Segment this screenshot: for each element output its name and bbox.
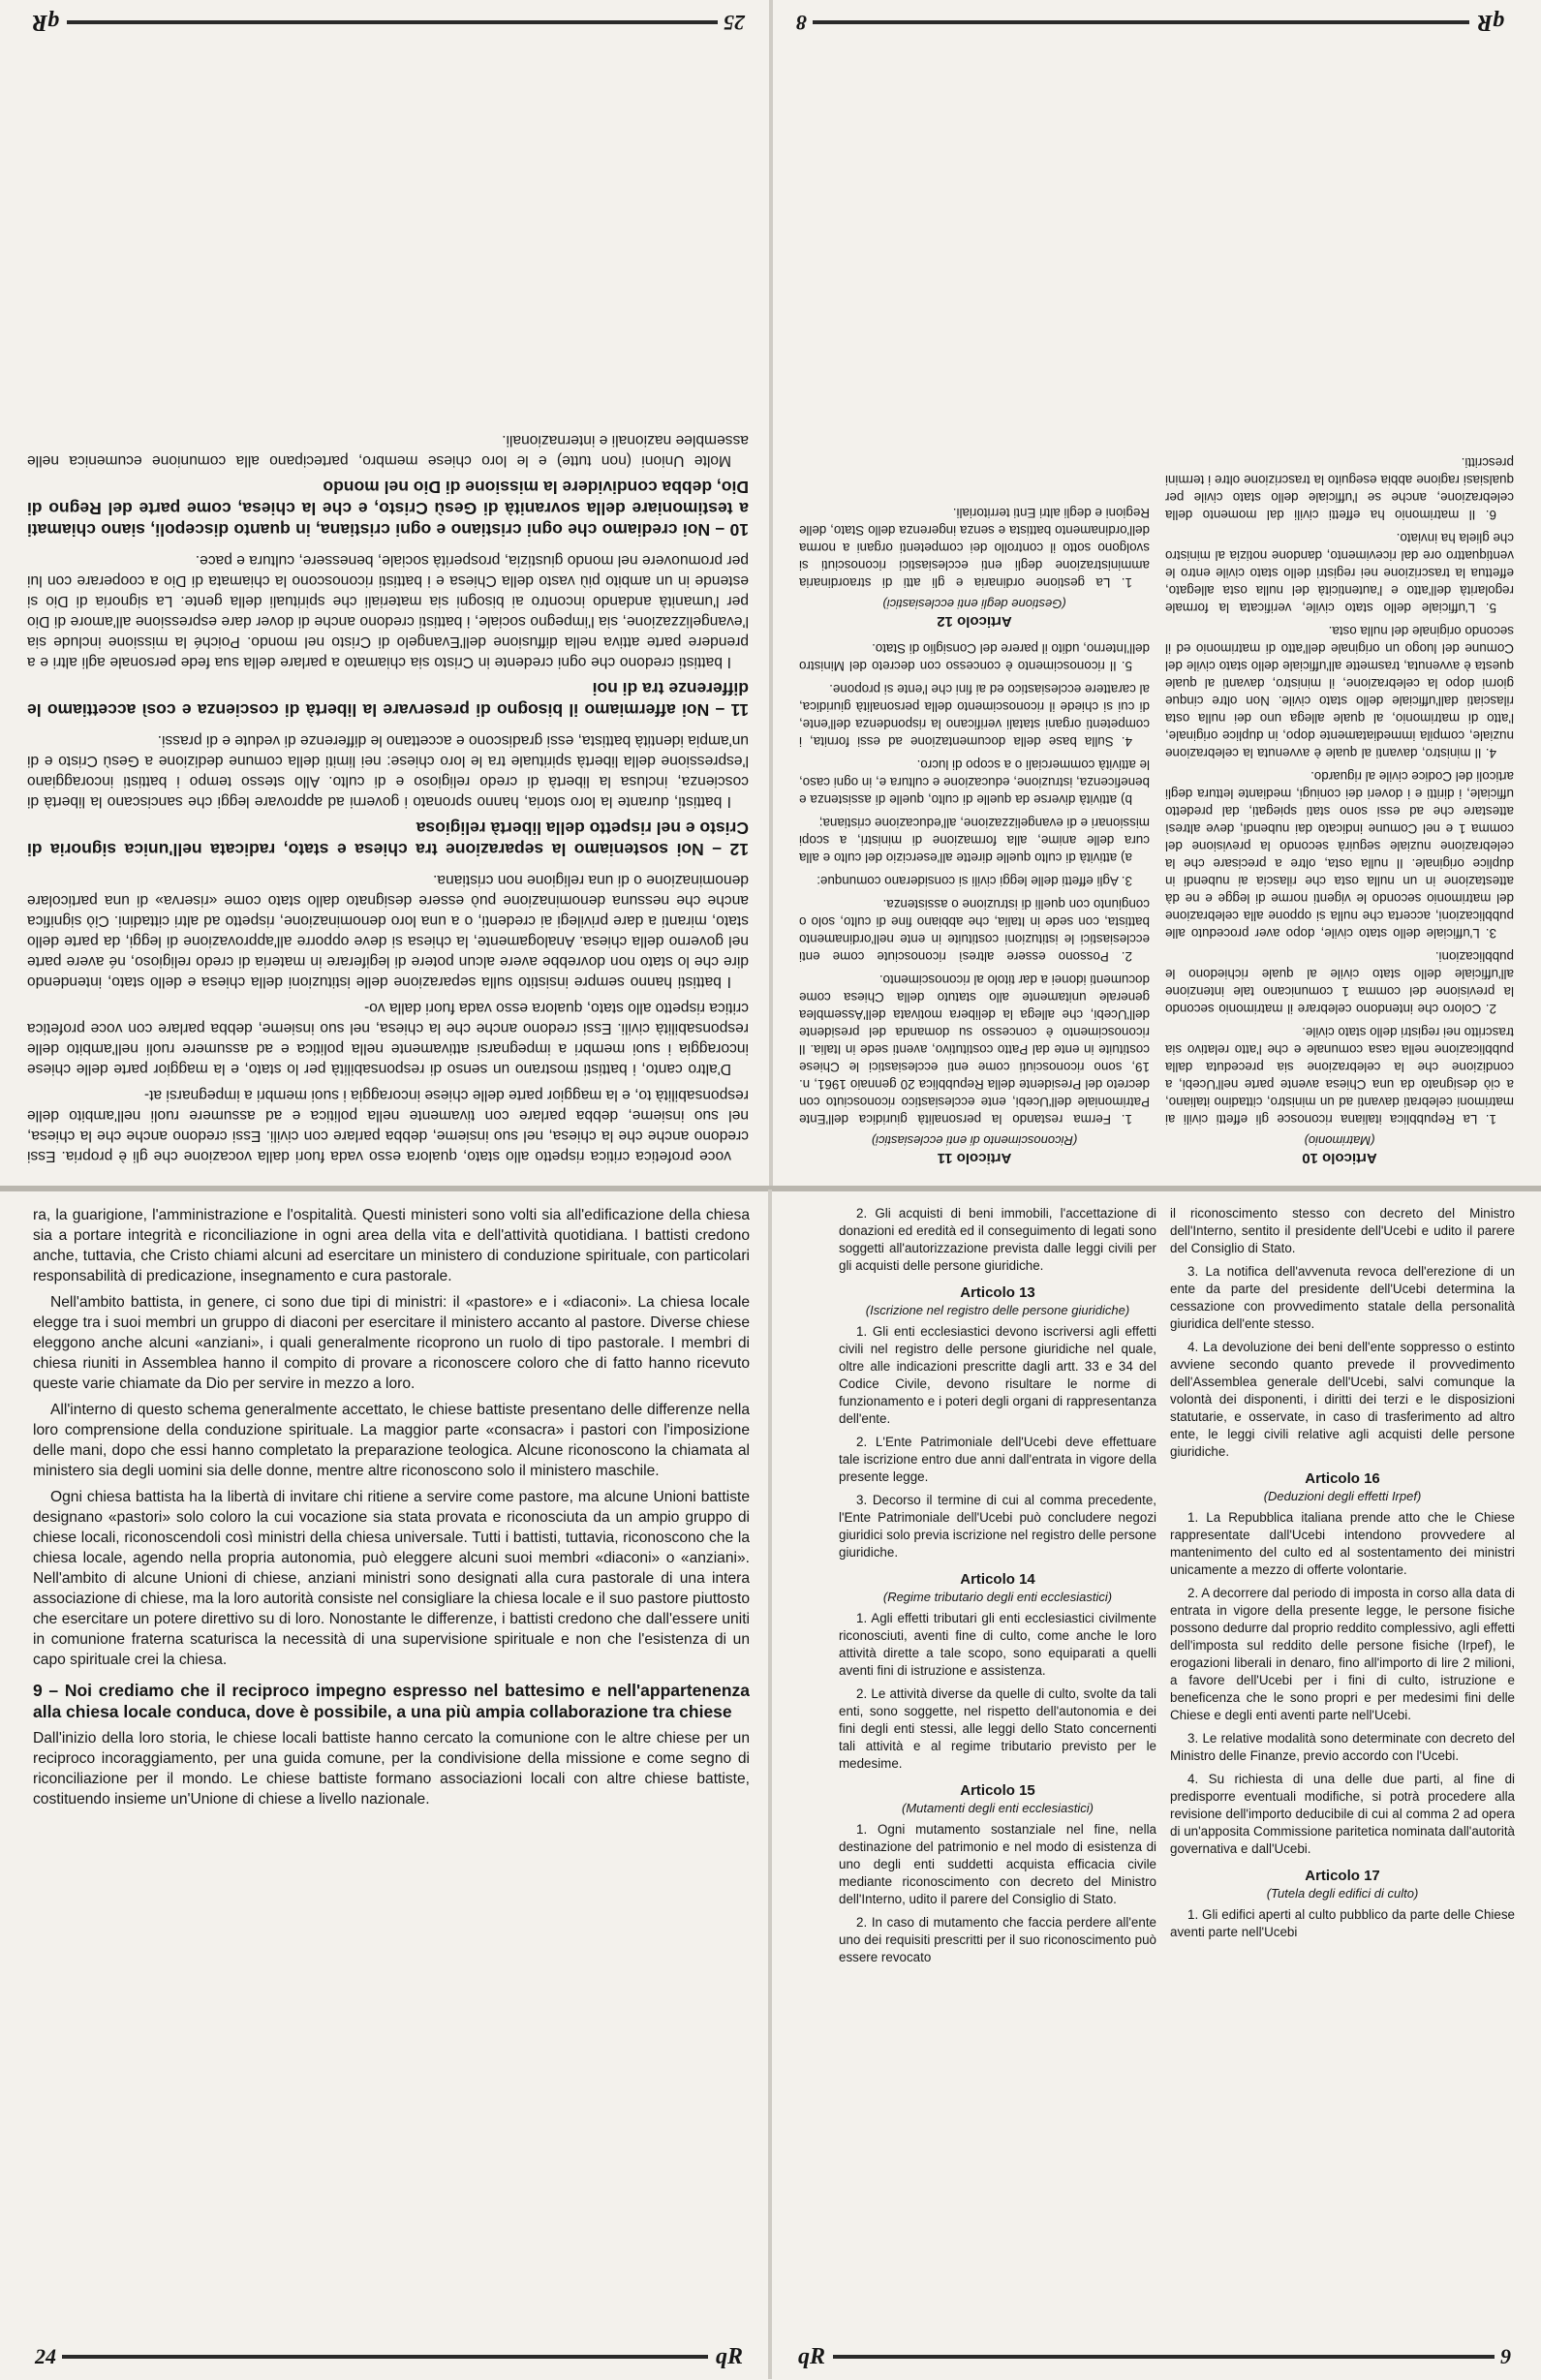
page-number: 24: [35, 2344, 56, 2368]
paragraph: I battisti, durante la loro storia, hanno spronato i governi ad approvare leggi che sanciscano la libertà di coscienza, inclusa la libertà di credo religioso e di culto. Allo stesso tempo i battisti incoraggiano l'espressione della libertà spirituale tra le loro chiese: nei limiti della comune dedizione a Gesù Cristo e di un'ampia identità battista, essi gradiscono e accettano le differenze di vedute e di prassi.: [27, 732, 749, 810]
article-subtitle: (Tutela degli edifici di culto): [1266, 1886, 1419, 1901]
paragraph: 3. Agli effetti delle leggi civili si considerano comunque:: [817, 874, 1132, 888]
paragraph: 1. La Repubblica italiana riconosce gli effetti civili ai matrimoni celebrati davanti ad un ministro, cittadino italiano, a ciò designato da una Chiesa avente parte nell'Ucebi, a condizione che la celebrazione sia preceduta dalla pubblicazione nella casa comunale e che l'atto relativo sia trascritto nei registri dello stato civile.: [1165, 1025, 1514, 1127]
article-subtitle: (Mutamenti degli enti ecclesiastici): [902, 1801, 1094, 1815]
paragraph: 4. Sulla base della documentazione ad essi fornita, i competenti organi statali verificano la rispondenza dell'ente, di cui si chiede il riconoscimento della personalità giuridica, al carattere ecclesiastico ed ai fini che l'ente si propone.: [799, 682, 1150, 749]
paragraph: 4. La devoluzione dei beni dell'ente soppresso o estinto avviene secondo quanto prevede il provvedimento dell'Assemblea generale dell'Ucebi, salvi comunque la volontà dei disponenti, i diritti dei terzi e le disposizioni statutarie, e osservate, in caso di trasferimento ad altro ente, le leggi civili relative agli acquisti delle persone giuridiche.: [1170, 1340, 1515, 1459]
paragraph: 2. In caso di mutamento che faccia perdere all'ente uno dei requisiti prescritti per il suo riconoscimento può essere revocato: [839, 1915, 1156, 1964]
paragraph: 1. Ferma restando la personalità giuridica dell'Ente Patrimoniale dell'Ucebi, ente ecclesiastico riconosciuto con decreto del Presidente della Repubblica 20 gennaio 1961, n. 19, sono riconosciuti come enti ecclesiastici le Chiese costituite in ente dal Patto costitutivo, aventi sede in Italia. Il riconoscimento è concesso su domanda del presidente dell'Ucebi, che allega la delibera motivata dell'Assemblea generale unitamente allo statuto della Chiesa come documenti idonei a dar titolo al riconoscimento.: [799, 973, 1150, 1127]
page-8-column-2: [799, 45, 1150, 1176]
article-heading: Articolo 13: [960, 1284, 1035, 1301]
footer-rule: [813, 20, 1469, 24]
paragraph: 2. Coloro che intendono celebrare il matrimonio secondo la previsione del comma 1 comunicano tale intenzione all'ufficiale dello stato civile al quale richiedono le pubblicazioni.: [1165, 949, 1514, 1016]
paragraph: 3. Decorso il termine di cui al comma precedente, l'Ente Patrimoniale dell'Ucebi può concludere negozi giuridici solo previa iscrizione nel registro delle persone giuridiche.: [839, 1493, 1156, 1560]
page-number: 8: [796, 11, 807, 35]
paragraph: voce profetica critica rispetto allo stato, qualora esso vada fuori dalla vocazione che gli è propria. Essi credono anche che la chiesa, nel suo insieme, debba parlare con civili. Essi credono anche che la chiesa, nel suo insieme, debba parlare con tivamente nella politica e ad assumere ruoli nell'ambito delle responsabilità to, e la maggior parte delle chiese incoraggia i suoi membri a impegnarsi at-: [27, 1087, 749, 1164]
page-9-column-2: [1170, 1205, 1515, 2329]
paragraph: 1. Ogni mutamento sostanziale nel fine, nella destinazione del patrimonio e nel modo di esistenza di uno degli enti suddetti acquista efficacia civile mediante riconoscimento con decreto del Ministro dell'Interno, udito il parere del Consiglio di Stato.: [839, 1822, 1156, 1906]
paragraph: 2. Gli acquisti di beni immobili, l'accettazione di donazioni ed eredità ed il conseguimento di legati sono soggetti all'autorizzazione prevista dalle leggi civili per gli acquisti delle persone giuridiche.: [839, 1206, 1156, 1273]
article-subtitle: (Deduzioni degli effetti Irpef): [1263, 1489, 1422, 1503]
paragraph: 3. Le relative modalità sono determinate con decreto del Ministro delle Finanze, previo accordo con l'Ucebi.: [1170, 1731, 1515, 1763]
qr-logo: qR: [1476, 10, 1504, 36]
footer-rule: [67, 20, 718, 24]
page-24-footer: [29, 2340, 751, 2373]
article-heading: Articolo 12: [937, 613, 1012, 630]
paragraph: I battisti hanno sempre insistito sulla separazione delle istituzioni della chiesa e dello stato, intendendo dire che lo stato non dovrebbe avere alcun potere di legiferare in materia di credo religioso, né avere parte nel governo della chiesa. Analogamente, la chiesa si deve opporre all'approvazione di leggi, da parte dello stato, miranti a dare privilegi ai credenti, o a una loro denominazione, rispetto ad altri cittadini. Ciò significa anche che nessuna denominazione può essere designato dallo stato come «riserva» di una particolare denominazione o di una religione non cristiana.: [27, 872, 749, 990]
paragraph: 1. La gestione ordinaria e gli atti di straordinaria amministrazione degli enti ecclesiastici riconosciuti si svolgono sotto il controllo dei competenti organi a norma dell'ordinamento battista e senza ingerenza dello Stato, delle Regioni e degli altri Enti territoriali.: [799, 506, 1150, 590]
paragraph: a) attività di culto quelle dirette all'esercizio del culto e alla cura delle anime, alla formazione di ministri, a scopi missionari e di evangelizzazione, all'educazione cristiana;: [799, 816, 1150, 865]
qr-logo: qR: [798, 2343, 826, 2369]
gutter: [769, 0, 773, 1190]
paragraph: 1. Gli enti ecclesiastici devono iscriversi agli effetti civili nel registro delle persone giuridiche nel quale, oltre alle indicazioni prescritte dagli artt. 33 e 34 del Codice Civile, devono risultare le norme di funzionamento e i poteri degli organi di rappresentanza dell'ente.: [839, 1324, 1156, 1426]
page-24: [0, 1190, 770, 2379]
bottom-spread: [0, 1190, 1541, 2379]
paragraph: 2. L'Ente Patrimoniale dell'Ucebi deve effettuare tale iscrizione entro due anni dall'entrata in vigore della presente legge.: [839, 1435, 1156, 1484]
paragraph: 5. Il riconoscimento è concesso con decreto del Ministro dell'Interno, udito il parere del Consiglio di Stato.: [799, 641, 1150, 673]
paragraph: Dall'inizio della loro storia, le chiese locali battiste hanno cercato la comunione con le altre chiese per un reciproco incoraggiamento, per una guida comune, per la condivisione della missione e come segno di riconciliazione per il mondo. Le chiese battiste formano associazioni locali con altre chiese battiste, costituendo insieme un'Unione di chiese a livello nazionale.: [33, 1730, 750, 1808]
article-heading: Articolo 15: [960, 1782, 1035, 1799]
article-subtitle: (Riconoscimento di enti ecclesiastici): [871, 1133, 1078, 1148]
paragraph: 3. L'ufficiale dello stato civile, dopo aver proceduto alle pubblicazioni, accerta che nulla si oppone alla celebrazione del matrimonio secondo le vigenti norme di legge e ne dà attestazione in un nulla osta che rilascia ai nubendi in duplice originale. Il nulla osta, oltre a precisare che la celebrazione nuziale seguirà secondo la previsione del comma 1 e nel Comune indicato dai nubendi, deve altresì attestare che ad essi sono stati spiegati, dal predetto ufficiale, i diritti e i doveri dei coniugi, mediante lettura degli articoli del Codice civile al riguardo.: [1165, 769, 1514, 941]
paragraph: ra, la guarigione, l'amministrazione e l'ospitalità. Questi ministeri sono volti sia all'edificazione della chiesa sia a portare integrità e riconciliazione in ogni area della vita e dell'attività quotidiana. I battisti credono anche, tuttavia, che Cristo chiami alcuni ad esercitare un ministero di conduzione spirituale, con particolari responsabilità di predicazione, insegnamento e cura pastorale.: [33, 1207, 750, 1284]
page-25-footer: [24, 6, 751, 39]
page-9: [771, 1190, 1541, 2379]
paragraph: 2. A decorrere dal periodo di imposta in corso alla data di entrata in vigore della presente legge, le persone fisiche possono dedurre dal proprio reddito complessivo, agli effetti dell'imposta sul reddito delle persone fisiche (Irpef), le erogazioni liberali in denaro, fino all'importo di lire 2 milioni, a favore dell'Ucebi per i fini di culto, istruzione e beneficenza che le sono propri e per medesimi fini delle Chiese e degli enti aventi parte nell'Ucebi.: [1170, 1586, 1515, 1722]
paragraph: Nell'ambito battista, in genere, ci sono due tipi di ministri: il «pastore» e i «diaconi». La chiesa locale elegge tra i suoi membri un gruppo di diaconi per esercitare il ministero accanto al pastore. Diverse chiese eleggono anche alcuni «anziani», i quali generalmente ricoprono un ruolo di tipo pastorale. I membri di chiesa riuniti in Assemblea hanno il compito di provare a riconoscere coloro che di fatto hanno ricevuto queste varie chiamate da Dio per servire in mezzo a loro.: [33, 1294, 750, 1392]
footer-rule: [62, 2355, 708, 2359]
paragraph: 1. La Repubblica italiana prende atto che le Chiese rappresentate dall'Ucebi intendono provvedere al mantenimento del culto ed al sostentamento dei ministri unicamente a mezzo di offerte volontarie.: [1170, 1510, 1515, 1577]
paragraph: 4. Su richiesta di una delle due parti, al fine di predisporre eventuali modifiche, si potrà procedere alla revisione dell'importo deducibile di cui al comma 2 ad opera di un'apposita Commissione paritetica nominata dall'autorità governativa e dall'Ucebi.: [1170, 1772, 1515, 1856]
section-heading: 11 – Noi affermiamo il bisogno di preservare la libertà di coscienza e così accettiamo le differenze tra di noi: [27, 679, 749, 720]
article-heading: Articolo 10: [1302, 1150, 1377, 1166]
section-heading: 12 – Noi sosteniamo la separazione tra chiesa e stato, radicata nell'unica signoria di Cristo e nel rispetto della libertà religiosa: [27, 819, 749, 859]
page-8-column-1: [1165, 45, 1514, 1176]
paragraph: 2. Le attività diverse da quelle di culto, svolte da tali enti, sono soggette, nel rispetto dell'autonomia e dei fini degli enti stessi, alle leggi dello Stato concernenti tali attività e al regime tributario previsto per le medesime.: [839, 1686, 1156, 1771]
paragraph: 1. Gli edifici aperti al culto pubblico da parte delle Chiese aventi parte nell'Ucebi: [1170, 1907, 1515, 1939]
page-9-footer: [790, 2340, 1517, 2373]
paragraph: 6. Il matrimonio ha effetti civili dal momento della celebrazione, anche se l'ufficiale dello stato civile per qualsiasi ragione abbia eseguito la trascrizione oltre i termini prescritti.: [1165, 455, 1514, 522]
paragraph: All'interno di questo schema generalmente accettato, le chiese battiste presentano delle differenze nella loro comprensione della conduzione spirituale. La maggior parte «consacra» i pastori con l'imposizione delle mani, dopo che essi hanno completato la preparazione teologica. Alcune riconoscono la chiamata al ministero sia degli uomini sia delle donne, mentre altre riconoscono solo il ministero maschile.: [33, 1402, 750, 1479]
article-heading: Articolo 14: [960, 1571, 1035, 1588]
page-25-column: [27, 52, 749, 1166]
article-heading: Articolo 11: [937, 1150, 1012, 1166]
page-24-column: [33, 1205, 750, 2324]
paragraph: 3. La notifica dell'avvenuta revoca dell'erezione di un ente da parte del presidente dell'Ucebi determina la cessazione con provvedimento statale della personalità giuridica dell'ente stesso.: [1170, 1264, 1515, 1331]
paragraph: il riconoscimento stesso con decreto del Ministro dell'Interno, sentito il presidente dell'Ucebi e udito il parere del Consiglio di Stato.: [1170, 1206, 1515, 1255]
footer-rule: [833, 2355, 1495, 2359]
page-25: [0, 0, 770, 1190]
article-subtitle: (Matrimonio): [1304, 1133, 1375, 1148]
section-heading: 9 – Noi crediamo che il reciproco impegno espresso nel battesimo e nell'appartenenza alla chiesa locale conduca, dove è possibile, a una più ampia collaborazione tra chiese: [33, 1681, 750, 1721]
paragraph: 5. L'ufficiale dello stato civile, verificata la formale regolarità dell'atto e l'autenticità del nulla osta allegato, effettua la trascrizione nei registri dello stato civile entro le ventiquattro ore dal ricevimento, dandone notizia al ministro che gliela ha inviato.: [1165, 531, 1514, 615]
page-number: 9: [1500, 2344, 1511, 2368]
article-subtitle: (Gestione degli enti ecclesiastici): [882, 597, 1066, 611]
qr-logo: qR: [715, 2343, 743, 2369]
qr-logo: qR: [32, 10, 60, 36]
paragraph: D'altro canto, i battisti mostrano un senso di responsabilità per lo stato, e la maggior parte delle chiese incoraggia i suoi membri a impegnarsi attivamente nella politica e ad assumere ruoli nell'ambito delle responsabilità civili. Essi credono anche che la chiesa, nel suo insieme, debba parlare con voce profetica critica rispetto allo stato, qualora esso vada fuori dalla vo-: [27, 1000, 749, 1077]
paragraph: 1. Agli effetti tributari gli enti ecclesiastici civilmente riconosciuti, aventi fine di culto, come anche le loro attività dirette a tale scopo, sono equiparati a quelli aventi fini di istruzione e assistenza.: [839, 1611, 1156, 1678]
paragraph: I battisti credono che ogni credente in Cristo sia chiamato a parlare della sua fede personale agli altri e a prendere parte attiva nella diffusione dell'Evangelo di Cristo nel mondo. Poiché la missione include sia l'evangelizzazione, sia l'impegno sociale, i battisti credono anche di dover dare espressione all'amore di Dio per l'umanità andando incontro ai bisogni sia materiali che spirituali della gente. La signoria di Dio si estende in un ambito più vasto della Chiesa e i battisti riconoscono la chiamata di Dio a cooperare con lui per promuovere nel mondo giustizia, prosperità sociale, benessere, cultura e pace.: [27, 552, 749, 670]
paragraph: Ogni chiesa battista ha la libertà di invitare chi ritiene a servire come pastore, ma alcune Unioni battiste designano «pastori» solo coloro la cui vocazione sia stata provata e riconosciuta da un ampio gruppo di chiese locali, riconoscendoli così ministri della chiesa universale. Tutti i battisti, tuttavia, riconoscono che la chiesa locale, agendo nella propria autonomia, può eleggere alcuni suoi membri «diaconi» o «anziani». Nell'ambito di alcune Unioni di chiese, anziani ministri sono designati alla cura pastorale di una intera associazione di chiese, ma la loro autorità consiste nel consigliare la chiesa locale e il suo pastore piuttosto che esercitare un potere direttivo su di loro. Nonostante le differenze, i battisti credono che dall'essere uniti in comunione fraterna scaturisca la necessità di una supervisione spirituale e non che l'esistenza di un capo spirituale crei la chiesa.: [33, 1489, 750, 1668]
article-subtitle: (Regime tributario degli enti ecclesiastici): [882, 1590, 1113, 1604]
page-8: [771, 0, 1541, 1190]
paragraph: Molte Unioni (non tutte) e le loro chiese membro, partecipano alla comunione ecumenica nelle assemblee nazionali e internazionali.: [27, 432, 749, 469]
paragraph: b) attività diverse da quelle di culto, quelle di assistenza e beneficenza, istruzione, educazione e cultura e, in ogni caso, le attività commerciali o a scopo di lucro.: [799, 757, 1150, 807]
paragraph: 2. Possono essere altresì riconosciute come enti ecclesiastici le istituzioni costituite in ente nell'ordinamento battista, con sede in Italia, che abbiano fine di culto, solo o congiunto con quelli di istruzione o assistenza.: [799, 897, 1150, 964]
paragraph: 4. Il ministro, davanti al quale è avvenuta la celebrazione nuziale, compila immediatamente dopo, in duplice originale, l'atto di matrimonio, al quale allega uno dei nulla osta rilasciati dall'ufficiale dello stato civile. Non oltre cinque giorni dopo la celebrazione, il ministro, davanti al quale questa è avvenuta, trasmette all'ufficiale dello stato civile del Comune del luogo un originale dell'atto di matrimonio ed il secondo originale del nulla osta.: [1165, 624, 1514, 760]
page-8-footer: [790, 6, 1512, 39]
article-heading: Articolo 16: [1305, 1470, 1380, 1487]
section-heading: 10 – Noi crediamo che ogni cristiano e ogni cristiana, in quanto discepoli, siano chiamati a testimoniare della sovranità di Gesù Cristo, e che la chiesa, come parte del Regno di Dio, debba condividere la missione di Dio nel mondo: [27, 478, 749, 540]
article-subtitle: (Iscrizione nel registro delle persone giuridiche): [865, 1303, 1130, 1317]
article-heading: Articolo 17: [1305, 1868, 1380, 1884]
page-9-column-1: [839, 1205, 1156, 2329]
page-number: 25: [724, 11, 745, 35]
